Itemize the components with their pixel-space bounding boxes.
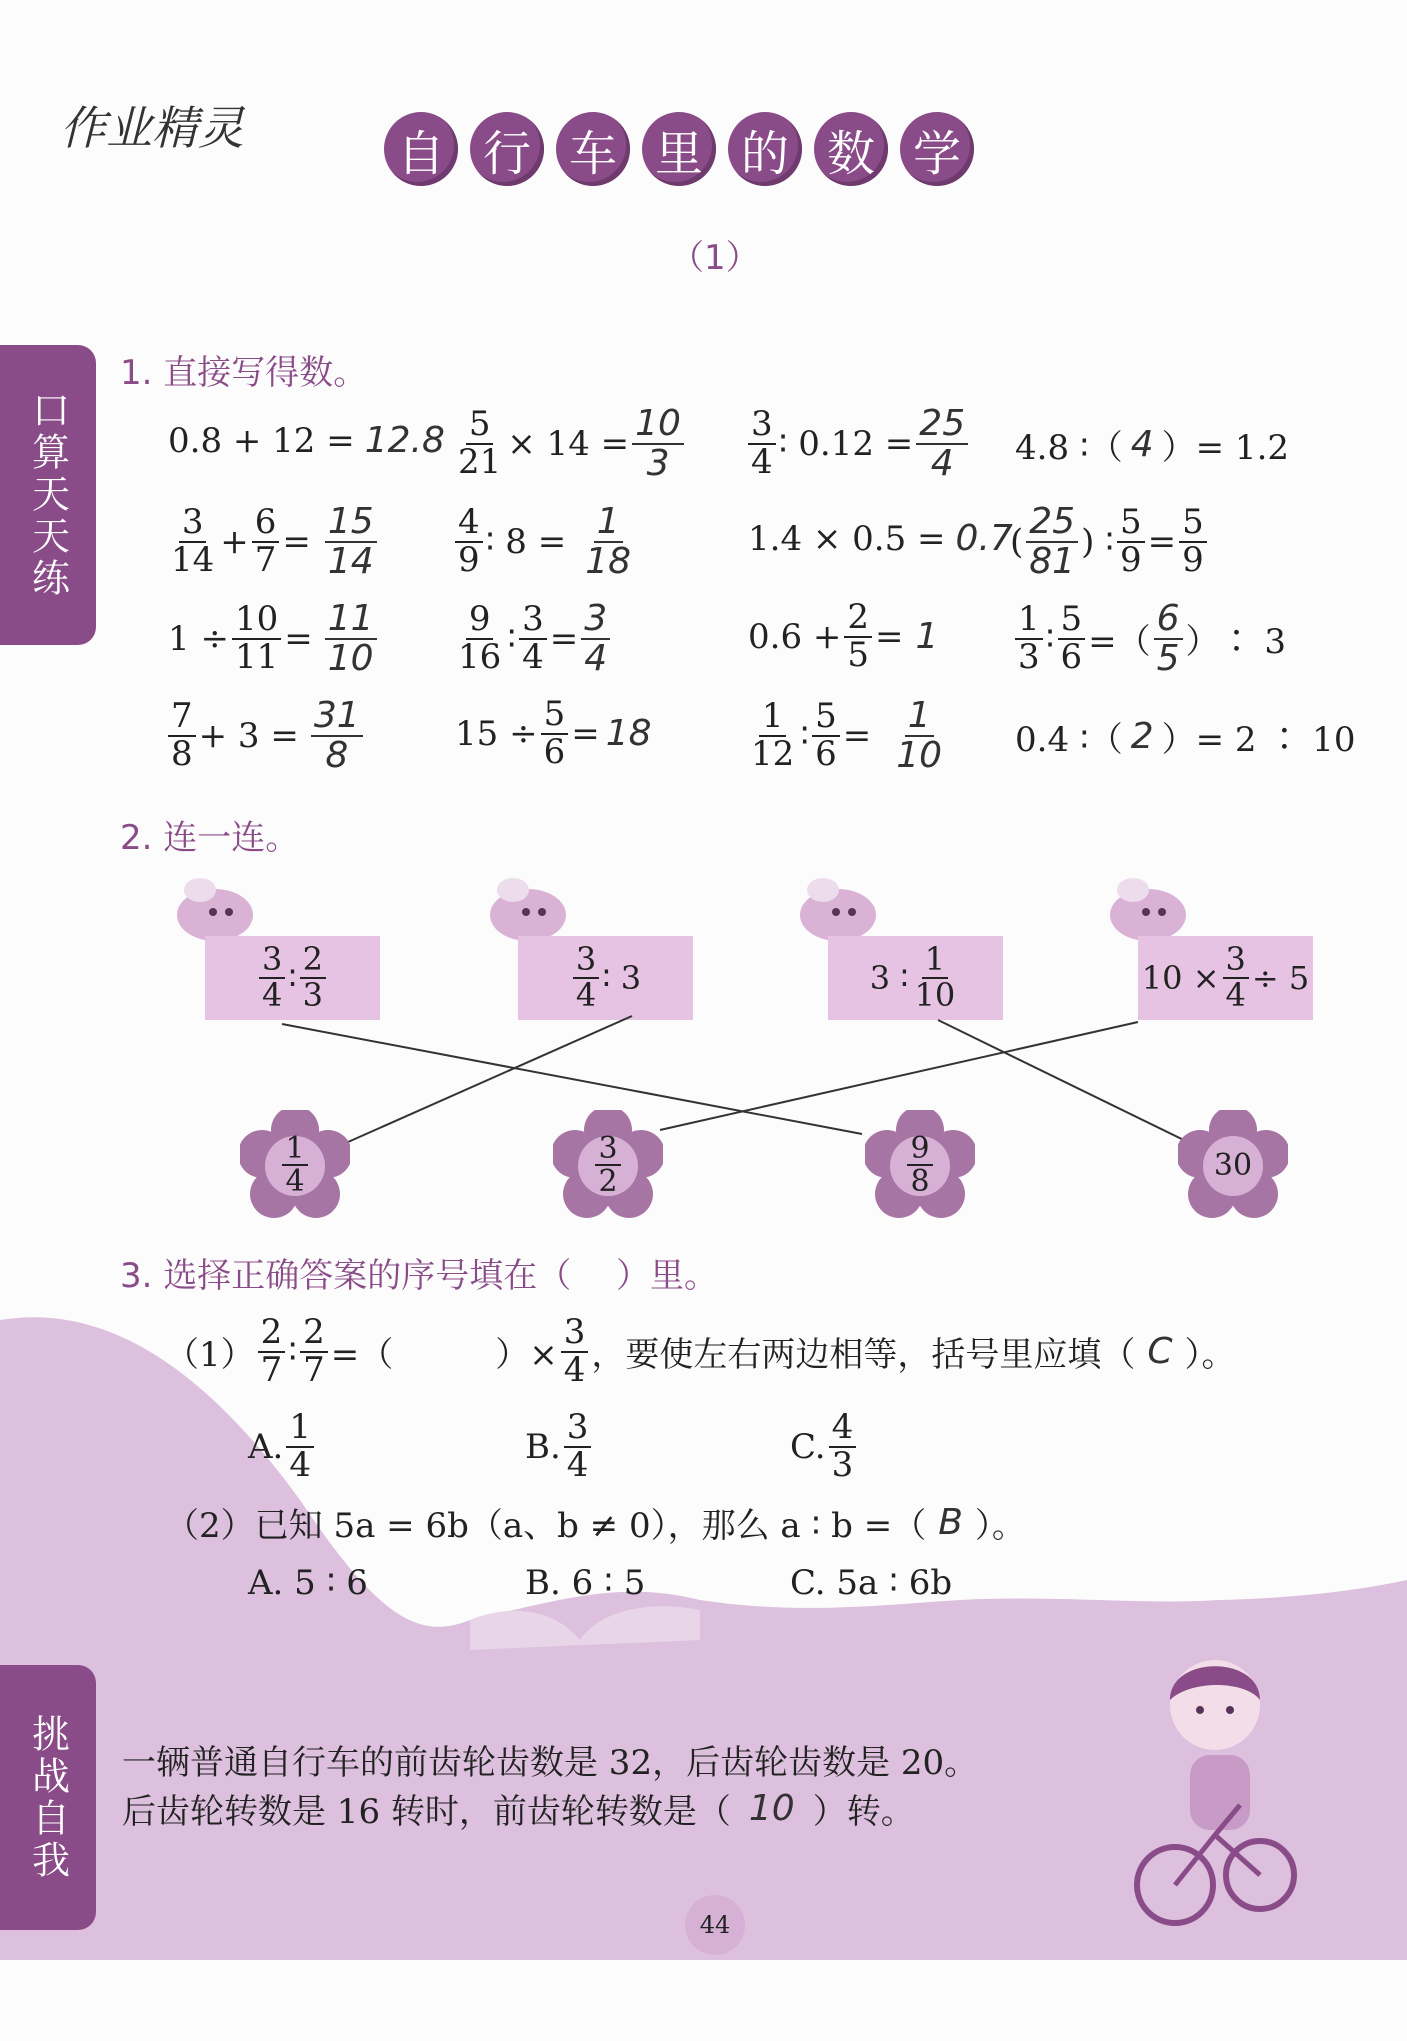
- s1-r3-d: $\frac{1}{3}$ ∶ $\frac{5}{6}$ =（ $\frac{6}{5}$ ）∶ 3: [1012, 600, 1286, 678]
- answer-handwritten: $\frac{6}{5}$: [1154, 600, 1183, 678]
- answer-handwritten: 4: [1130, 424, 1154, 465]
- s1-r2-a: $\frac{3}{14}$ + $\frac{6}{7}$ = $\frac{15}{14}$: [165, 503, 380, 581]
- fraction: $\frac{5}{21}$: [458, 404, 502, 482]
- subtitle: （1）: [670, 238, 760, 278]
- section2-heading: 2. 连一连。: [120, 818, 300, 858]
- s3-q1-option-c: C. $\frac{4}{3}$: [790, 1410, 859, 1483]
- s3-q2-option-b: B. 6 ∶ 5: [525, 1563, 646, 1603]
- s1-r4-d: 0.4 ∶（ 2 ）= 2 ∶ 10: [1015, 716, 1356, 760]
- answer-handwritten: $\frac{10}{3}$: [632, 405, 684, 483]
- page-number: 44: [685, 1895, 745, 1955]
- answer-handwritten: $\frac{25}{4}$: [916, 405, 968, 483]
- answer-handwritten: 18: [605, 713, 652, 755]
- s1-r4-b: 15 ÷ $\frac{5}{6}$ = 18: [455, 694, 652, 772]
- answer-handwritten: 1: [915, 616, 939, 658]
- flower-3: $\frac{9}{8}$: [865, 1110, 975, 1220]
- title-char: 数: [814, 112, 888, 186]
- s3-q2-option-a: A. 5 ∶ 6: [248, 1563, 368, 1603]
- s1-r2-d: ( $\frac{25}{81}$ ) ∶ $\frac{5}{9}$ = $\frac{5}{9}$: [1010, 503, 1210, 581]
- title-char: 车: [556, 112, 630, 186]
- answer-handwritten: $\frac{3}{4}$: [581, 600, 610, 678]
- answer-handwritten: B: [938, 1502, 963, 1543]
- title-char: 学: [900, 112, 974, 186]
- s3-q2-option-c: C. 5a ∶ 6b: [790, 1563, 953, 1603]
- title-char: 行: [470, 112, 544, 186]
- answer-handwritten: 10: [748, 1788, 795, 1829]
- challenge-line-2: 后齿轮转数是 16 转时，前齿轮转数是（ 10 ）转。: [122, 1788, 915, 1832]
- handwritten-signature: 作业精灵: [60, 101, 244, 155]
- flower-4: 30: [1178, 1110, 1288, 1220]
- flower-2: $\frac{3}{2}$: [553, 1110, 663, 1220]
- s1-r3-a: 1 ÷ $\frac{10}{11}$ = $\frac{11}{10}$: [168, 600, 380, 678]
- match-card-2: $\frac{3}{4}$ ∶ 3: [518, 936, 693, 1020]
- s1-r1-a: 0.8 + 12 = 12.8: [168, 420, 445, 461]
- s1-r1-d: 4.8 ∶（ 4 ）= 1.2: [1015, 424, 1290, 468]
- boy-on-bicycle-illustration: [1130, 1645, 1300, 1935]
- answer-handwritten: 12.8: [364, 420, 445, 461]
- s1-r1-c: $\frac{3}{4}$ ∶ 0.12 = $\frac{25}{4}$: [745, 405, 971, 483]
- answer-handwritten: 2: [1130, 716, 1154, 757]
- match-card-4: 10 × $\frac{3}{4}$ ÷ 5: [1138, 936, 1313, 1020]
- side-tab-challenge: 挑战自我: [0, 1665, 96, 1930]
- s1-r1-b: $\frac{5}{21}$ × 14 = $\frac{10}{3}$: [452, 405, 687, 483]
- side-tab-oral-math: 口算天天练: [0, 345, 96, 645]
- match-card-1: $\frac{3}{4}$ ∶ $\frac{2}{3}$: [205, 936, 380, 1020]
- answer-handwritten: $\frac{15}{14}$: [325, 503, 377, 581]
- s1-r2-b: $\frac{4}{9}$ ∶ 8 = $\frac{1}{18}$: [452, 503, 637, 581]
- answer-handwritten: 0.7: [955, 518, 1013, 559]
- answer-handwritten: $\frac{31}{8}$: [311, 697, 363, 775]
- title-char: 的: [728, 112, 802, 186]
- s3-q1-option-b: B. $\frac{3}{4}$: [525, 1410, 594, 1483]
- title-char: 自: [384, 112, 458, 186]
- s1-r3-b: $\frac{9}{16}$ ∶ $\frac{3}{4}$ = $\frac{3}{4}$: [452, 600, 613, 678]
- answer-handwritten: $\frac{11}{10}$: [325, 600, 377, 678]
- section3-heading: 3. 选择正确答案的序号填在（ ）里。: [120, 1256, 719, 1296]
- s3-q1: （1） $\frac{2}{7}$ ∶ $\frac{2}{7}$ =（ ）× $\frac{3}{4}$ ，要使左右两边相等，括号里应填（ C ）。: [165, 1312, 1236, 1390]
- s3-q2: （2）已知 5a = 6b（a、b ≠ 0），那么 a ∶ b =（ B ）。: [165, 1502, 1026, 1546]
- s1-r3-c: 0.6 + $\frac{2}{5}$ = 1: [748, 597, 939, 675]
- answer-handwritten: $\frac{1}{18}$: [585, 501, 632, 582]
- answer-handwritten: $\frac{25}{81}$: [1026, 503, 1078, 581]
- flower-1: $\frac{1}{4}$: [240, 1110, 350, 1220]
- answer-handwritten: $\frac{1}{10}$: [896, 695, 943, 776]
- section1-heading: 1. 直接写得数。: [120, 353, 368, 393]
- s3-q1-option-a: A. $\frac{1}{4}$: [248, 1410, 317, 1483]
- answer-handwritten: C: [1147, 1331, 1173, 1373]
- s1-r2-c: 1.4 × 0.5 = 0.7: [748, 518, 1013, 559]
- title-char: 里: [642, 112, 716, 186]
- s1-r4-a: $\frac{7}{8}$ + 3 = $\frac{31}{8}$: [165, 697, 366, 775]
- s1-r4-c: $\frac{1}{12}$ ∶ $\frac{5}{6}$ = $\frac{1}{10}$: [745, 697, 948, 775]
- match-card-3: 3 ∶ $\frac{1}{10}$: [828, 936, 1003, 1020]
- challenge-line-1: 一辆普通自行车的前齿轮齿数是 32，后齿轮齿数是 20。: [122, 1743, 979, 1783]
